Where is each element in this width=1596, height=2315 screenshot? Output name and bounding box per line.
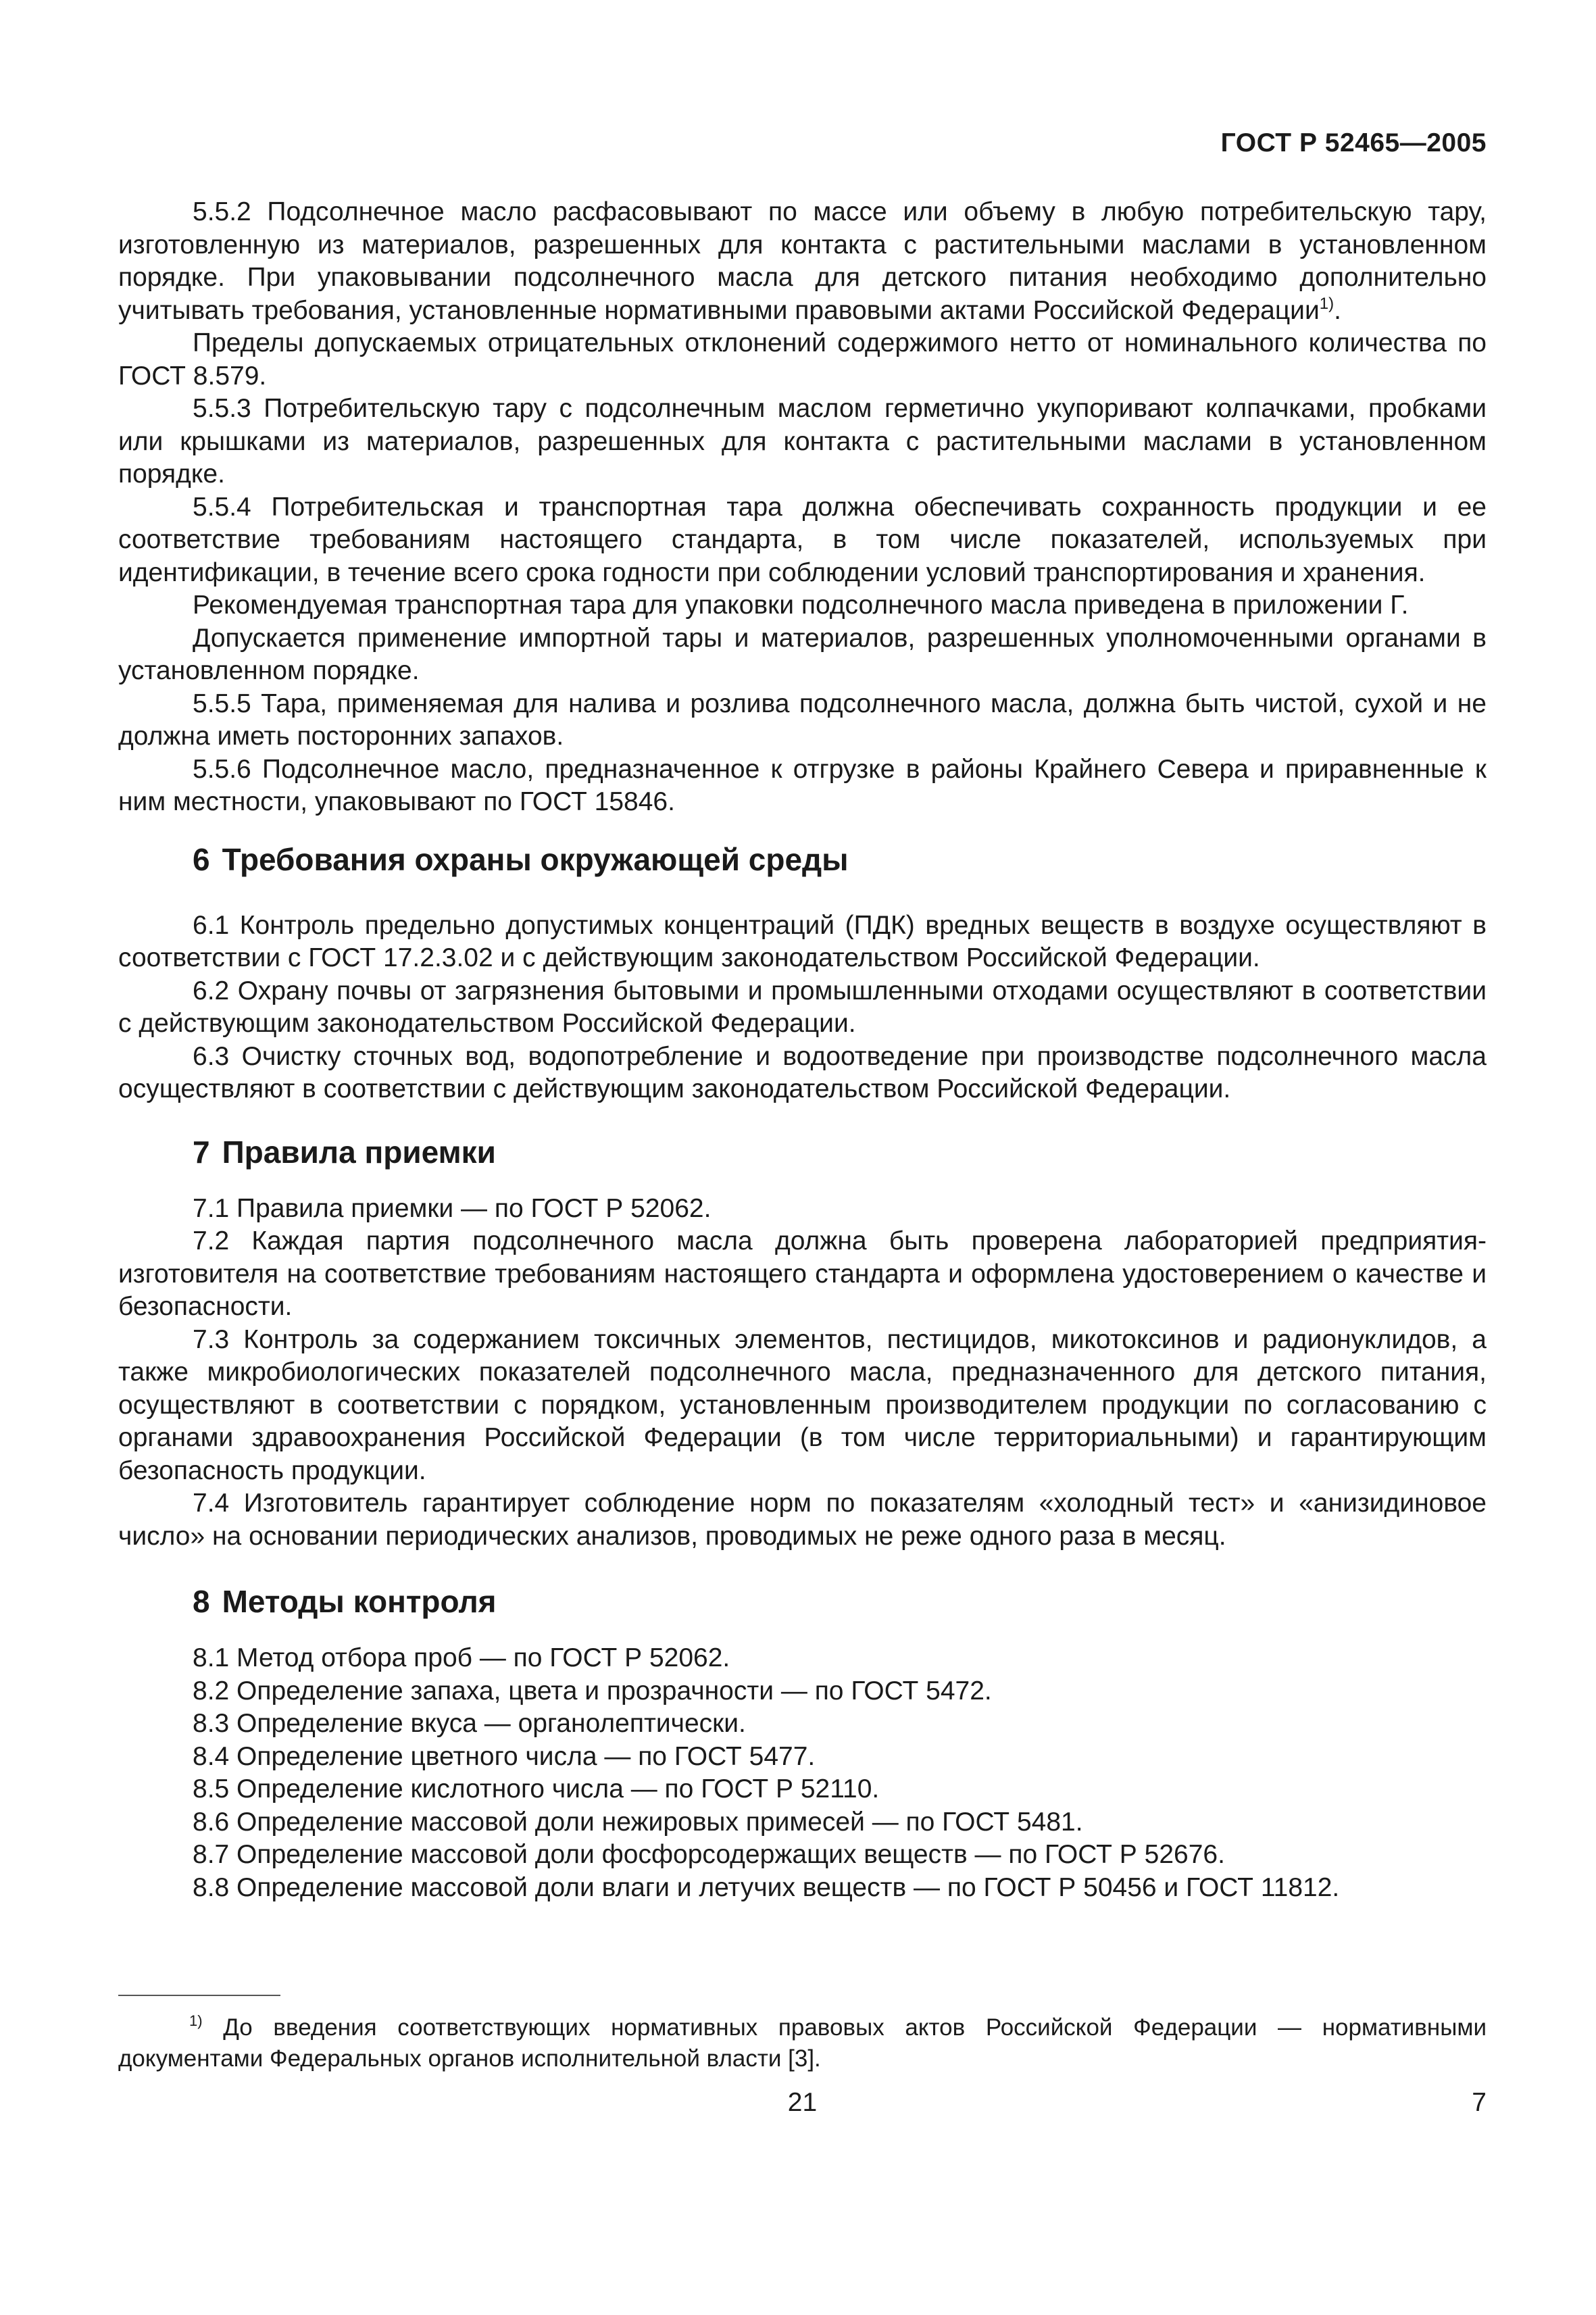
- paragraph-8-6: 8.6 Определение массовой доли нежировых примесей — по ГОСТ 5481.: [193, 1807, 1083, 1837]
- paragraph-8-2: 8.2 Определение запаха, цвета и прозрачности — по ГОСТ 5472.: [193, 1676, 992, 1706]
- paragraph-5-5-5: 5.5.5 Тара, применяемая для налива и розлива подсолнечного масла, должна быть чистой, сухой и не должна иметь посторонних запахов.: [118, 689, 1487, 751]
- paragraph-7-2: 7.2 Каждая партия подсолнечного масла должна быть проверена лабораторией предприятия-изготовителя на соответствие требованиям настоящего стандарта и оформлена удостоверением о качестве и безопасности.: [118, 1226, 1487, 1321]
- paragraph-5-5-2: 5.5.2 Подсолнечное масло расфасовывают по массе или объему в любую потребительскую тару, изготовленную из материалов, разрешенных для контакта с растительными маслами в установленном порядке. При упаковывании подсолнечного масла для детского питания необходимо дополнительно учитывать требования, установленные нормативными правовыми актами Российской Федерации$^{1)}$.: [118, 197, 1487, 325]
- paragraph-recommended-tare: Рекомендуемая транспортная тара для упаковки подсолнечного масла приведена в приложении Г.: [193, 591, 1409, 620]
- page-content: [118, 128, 1487, 2257]
- paragraph-5-5-3: 5.5.3 Потребительскую тару с подсолнечным маслом герметично укупоривают колпачками, пробками или крышками из материалов, разрешенных для контакта с растительными маслами в установленном порядке.: [118, 394, 1487, 489]
- paragraph-import-tare: Допускается применение импортной тары и материалов, разрешенных уполномоченными органами в установленном порядке.: [118, 623, 1487, 685]
- paragraph-6-1: 6.1 Контроль предельно допустимых концентраций (ПДК) вредных веществ в воздухе осуществляют в соответствии с ГОСТ 17.2.3.02 и с действующим законодательством Российской Федерации.: [118, 910, 1487, 972]
- section-heading-7: 7 Правила приемки: [193, 1134, 496, 1170]
- paragraph-5-5-6: 5.5.6 Подсолнечное масло, предназначенное к отгрузке в районы Крайнего Севера и приравненные к ним местности, упаковывают по ГОСТ 15846.: [118, 754, 1487, 816]
- footnote: [118, 2012, 1487, 2074]
- paragraph-8-7: 8.7 Определение массовой доли фосфорсодержащих веществ — по ГОСТ Р 52676.: [193, 1840, 1225, 1869]
- document-body: [118, 196, 1487, 1904]
- page-number: 7: [1472, 2088, 1487, 2117]
- paragraph-8-3: 8.3 Определение вкуса — органолептически.: [193, 1709, 746, 1738]
- paragraph-7-4: 7.4 Изготовитель гарантирует соблюдение норм по показателям «холодный тест» и «анизидиновое число» на основании периодических анализов, проводимых не реже одного раза в месяц.: [118, 1489, 1487, 1551]
- section-heading-8: 8 Методы контроля: [193, 1584, 497, 1619]
- paragraph-5-5-4: 5.5.4 Потребительская и транспортная тара должна обеспечивать сохранность продукции и ее соответствие требованиям настоящего стандарта, в том числе показателей, используемых при идентификации, в течение всего срока годности при соблюдении условий транспортирования и хранения.: [118, 492, 1487, 587]
- footnote-text: До введения соответствующих нормативных правовых актов Российской Федерации — нормативными документами Федеральных органов исполнительной власти [3].: [118, 2014, 1487, 2072]
- sheet-number: 21: [787, 2088, 818, 2117]
- paragraph-8-8: 8.8 Определение массовой доли влаги и летучих веществ — по ГОСТ Р 50456 и ГОСТ 11812.: [193, 1872, 1340, 1902]
- paragraph-8-5: 8.5 Определение кислотного числа — по ГОСТ Р 52110.: [193, 1774, 880, 1803]
- footnote-marker: 1): [189, 2012, 203, 2029]
- paragraph-6-3: 6.3 Очистку сточных вод, водопотребление и водоотведение при производстве подсолнечного масла осуществляют в соответствии с действующим законодательством Российской Федерации.: [118, 1041, 1487, 1103]
- section-heading-6: 6 Требования охраны окружающей среды: [193, 841, 849, 877]
- footnote-divider: [118, 1995, 280, 1996]
- document-code: ГОСТ Р 52465—2005: [1220, 128, 1487, 157]
- paragraph-8-4: 8.4 Определение цветного числа — по ГОСТ 5477.: [193, 1741, 816, 1771]
- footnote-reference: 1): [1319, 294, 1335, 313]
- paragraph-7-1: 7.1 Правила приемки — по ГОСТ Р 52062.: [193, 1193, 712, 1223]
- paragraph-6-2: 6.2 Охрану почвы от загрязнения бытовыми и промышленными отходами осуществляют в соответствии с действующим законодательством Российской Федерации.: [118, 976, 1487, 1038]
- paragraph-tolerance: Пределы допускаемых отрицательных отклонений содержимого нетто от номинального количества по ГОСТ 8.579.: [118, 328, 1487, 391]
- paragraph-7-3: 7.3 Контроль за содержанием токсичных элементов, пестицидов, микотоксинов и радионуклидов, а также микробиологических показателей подсолнечного масла, предназначенного для детского питания, осуществляют в соответствии с порядком, установленным производителем продукции по согласованию с органами здравоохранения Российской Федерации (в том числе территориальными) и гарантирующим безопасность продукции.: [118, 1324, 1487, 1485]
- paragraph-8-1: 8.1 Метод отбора проб — по ГОСТ Р 52062.: [193, 1643, 730, 1672]
